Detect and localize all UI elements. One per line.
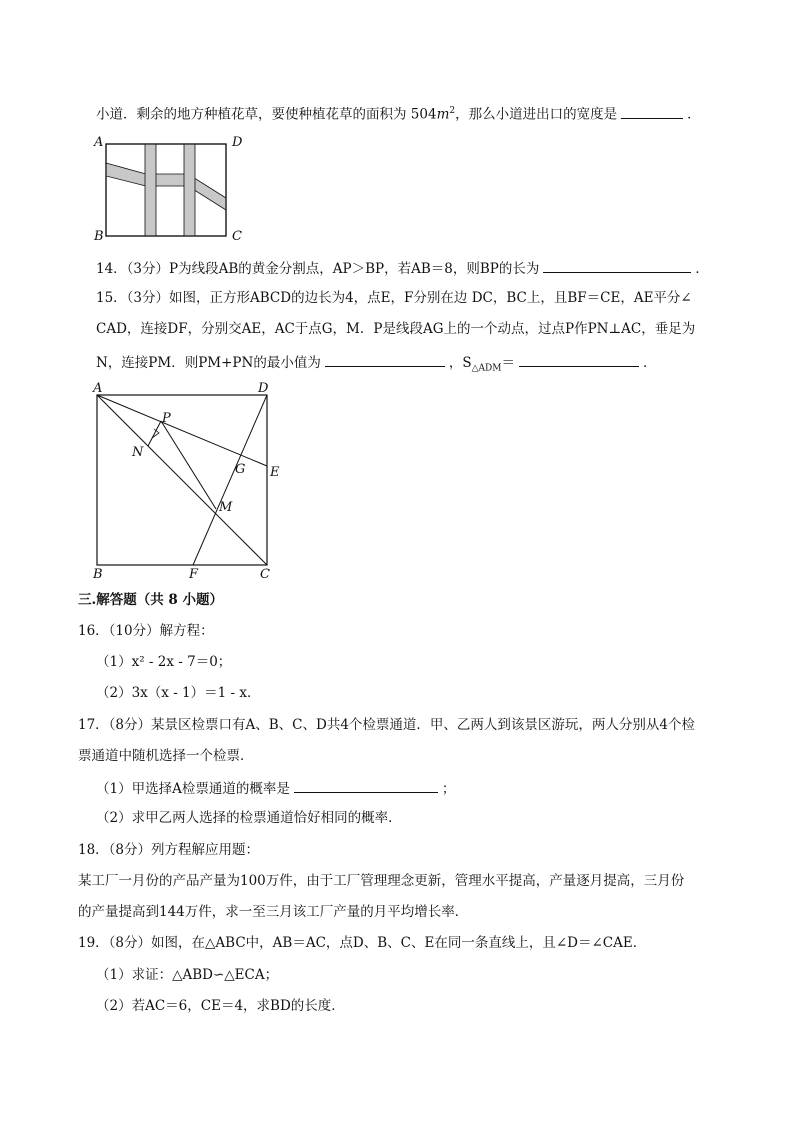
q17-part1-end: ； <box>441 781 456 797</box>
q18-line-1: 某工厂一月份的产品产量为100万件，由于工厂管理理念更新，管理水平提高，产量逐月提高，三月份 <box>78 873 685 889</box>
q15-answer-blank-1[interactable] <box>325 352 445 367</box>
q13-label-a: A <box>94 135 104 150</box>
q13-text-b: ，那么小道进出口的宽度是 <box>455 106 618 123</box>
q15-end: ． <box>642 355 657 371</box>
q15-label-p: P <box>162 411 171 426</box>
q14-end: ． <box>695 261 709 277</box>
q15-label-n: N <box>132 445 144 460</box>
q18-title: 18．（8分）列方程解应用题： <box>78 842 260 858</box>
q13-text-line <box>96 102 701 124</box>
q13-label-d: D <box>232 135 243 150</box>
q13-label-b: B <box>94 229 104 244</box>
q15-line-2: CAD，连接DF，分别交AE，AC于点G，M．P是线段AG上的一个动点，过点P作PN⊥AC，垂足为 <box>96 321 696 337</box>
q15-line-1: 15．（3分）如图，正方形ABCD的边长为4，点E，F分别在边 DC，BC上，且BF＝CE，AE平分∠ <box>96 290 692 306</box>
q15-line-df <box>193 395 267 565</box>
q15-diagonal-ac <box>97 395 267 565</box>
q19-part-2: （2）若AC＝6，CE＝4，求BD的长度． <box>96 998 345 1014</box>
q19-part-1: （1）求证：△ABD∽△ECA； <box>96 967 279 983</box>
q15-label-b: B <box>93 567 103 582</box>
q14-answer-blank[interactable] <box>543 258 691 273</box>
q14-text: 14．（3分）P为线段AB的黄金分割点，AP＞BP，若AB＝8，则BP的长为 <box>96 261 540 277</box>
q13-figure <box>88 134 258 246</box>
q15-label-m: M <box>219 500 233 515</box>
q13-answer-blank[interactable] <box>621 104 683 119</box>
q17-line-1: 17．（8分）某景区检票口有A、B、C、D共4个检票通道．甲、乙两人到该景区游玩，两人分别从4个检 <box>78 717 696 733</box>
q19-title: 19．（8分）如图，在△ABC中，AB＝AC，点D、B、C、E在同一条直线上，且∠D＝∠CAE． <box>78 935 647 951</box>
q15-line-pm <box>161 421 216 509</box>
q17-answer-blank[interactable] <box>294 778 438 793</box>
q18-line-2: 的产量提高到144万件，求一至三月该工厂产量的月平均增长率． <box>78 904 469 920</box>
q16-title: 16．（10分）解方程： <box>78 623 214 639</box>
q17-line-2: 票通道中随机选择一个检票． <box>78 748 254 764</box>
q15-line3-a: N，连接PM．则PM+PN的最小值为 <box>96 355 321 371</box>
q13-vertical-road-2 <box>184 144 195 236</box>
q15-label-e: E <box>270 465 280 480</box>
q15-line3-b: ，S <box>448 355 472 371</box>
q15-line-3 <box>96 352 656 378</box>
q17-part-1 <box>96 778 455 798</box>
q13-text-a: 小道．剩余的地方种植花草，要使种植花草的面积为 504 <box>96 106 437 123</box>
q13-vertical-road-1 <box>145 144 156 236</box>
q17-part1-text: （1）甲选择A检票通道的概率是 <box>96 781 290 797</box>
q15-label-a: A <box>93 381 103 396</box>
q13-end: ． <box>687 106 701 123</box>
q13-unit: m <box>436 106 450 123</box>
q16-part-1: （1）x² - 2x - 7＝0； <box>96 654 232 670</box>
q17-part-2: （2）求甲乙两人选择的检票通道恰好相同的概率． <box>96 810 402 826</box>
q15-figure <box>88 378 288 582</box>
q15-label-f: F <box>189 567 199 582</box>
q15-subscript: △ADM <box>471 363 502 374</box>
q14-line <box>96 258 709 278</box>
q13-label-c: C <box>232 229 242 244</box>
q13-sup: 2 <box>449 106 456 116</box>
q15-label-g: G <box>235 462 246 477</box>
q15-answer-blank-2[interactable] <box>519 352 639 367</box>
q15-line3-c: ＝ <box>501 355 515 371</box>
q15-label-d: D <box>258 381 269 396</box>
q15-line-pn <box>148 421 161 446</box>
section-heading: 三.解答题（共 8 小题） <box>78 592 223 608</box>
q16-part-2: （2）3x（x - 1）＝1 - x． <box>96 685 261 701</box>
q15-label-c: C <box>260 567 270 582</box>
